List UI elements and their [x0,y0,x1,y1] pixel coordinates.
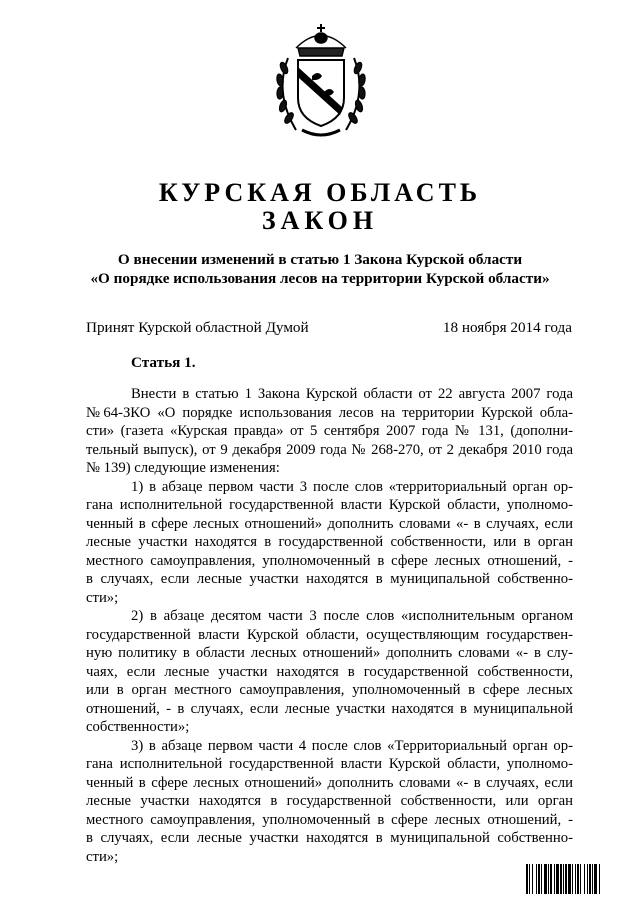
text-line: ную политику в области лесных отношений» дополнить словами «- в слу- [86,645,573,661]
adoption-date: 18 ноября 2014 года [442,319,572,336]
article-item-2 [86,607,573,737]
text-line: лесные участки находятся в государственной собственности, или в орган [86,534,573,550]
text-line: ченный в сфере лесных отношений» дополнить словами «- в случаях, если [86,515,573,532]
text-line: 2) в абзаце десятом части 3 после слов «исполнительным органом [131,608,573,624]
text-line: гана исполнительной государственной власти Курской области, уполномо- [86,756,573,772]
article-intro [86,385,573,478]
text-line: тельный выпуск), от 9 декабря 2009 года № 268-270, от 2 декабря 2010 года [86,441,573,458]
region-title: КУРСКАЯ ОБЛАСТЬ [158,178,482,207]
text-line: №64-ЗКО «О порядке использования лесов на территории Курской обла- [86,404,573,421]
text-line: местного самоуправления, уполномоченный в сфере лесных отношений, - [86,811,573,828]
article-body [86,385,573,866]
barcode-icon [526,864,628,894]
text-line: государственной власти Курской области, осуществляющим государствен- [86,626,573,643]
text-line: № 139) следующие изменения: [86,460,280,476]
text-line: гана исполнительной государственной власти Курской области, уполномо- [86,497,573,513]
text-line: сти»; [86,589,119,606]
text-line: Внести в статью 1 Закона Курской области от 22 августа 2007 года [131,386,573,402]
text-line: чаях, если лесные участки находятся в государственной собственности, [86,663,573,680]
text-line: сти» (газета «Курская правда» от 5 сентября 2007 года № 131, (дополни- [86,423,573,439]
text-line: в случаях, если лесные участки находятся в муниципальной собственно- [86,571,573,587]
article-item-3 [86,737,573,867]
text-line: в случаях, если лесные участки находятся в муниципальной собственно- [86,830,573,846]
text-line: лесные участки находятся в государственной собственности, или орган [86,793,573,809]
law-subtitle-line-2: «О порядке использования лесов на территории Курской области» [90,270,550,287]
text-line: отношений, - в случаях, если лесные участки находятся в муниципальной [86,700,573,717]
text-line: или в орган местного самоуправления, уполномоченный в сфере лесных [86,682,573,698]
article-item-1 [86,478,573,608]
law-title: ЗАКОН [261,206,379,235]
text-line: местного самоуправления, уполномоченный в сфере лесных отношений, - [86,552,573,569]
text-line: ченный в сфере лесных отношений» дополнить словами «- в случаях, если [86,774,573,791]
text-line: сти»; [86,848,119,865]
kursk-coat-of-arms-icon [266,18,376,143]
adopted-by: Принят Курской областной Думой [86,319,309,336]
text-line: 3) в абзаце первом части 4 после слов «Территориальный орган ор- [131,737,573,754]
text-line: 1) в абзаце первом части 3 после слов «территориальный орган ор- [131,478,573,495]
article-heading: Статья 1. [131,354,196,371]
text-line: собственности»; [86,719,190,735]
law-subtitle-line-1: О внесении изменений в статью 1 Закона Курской области [117,251,523,268]
